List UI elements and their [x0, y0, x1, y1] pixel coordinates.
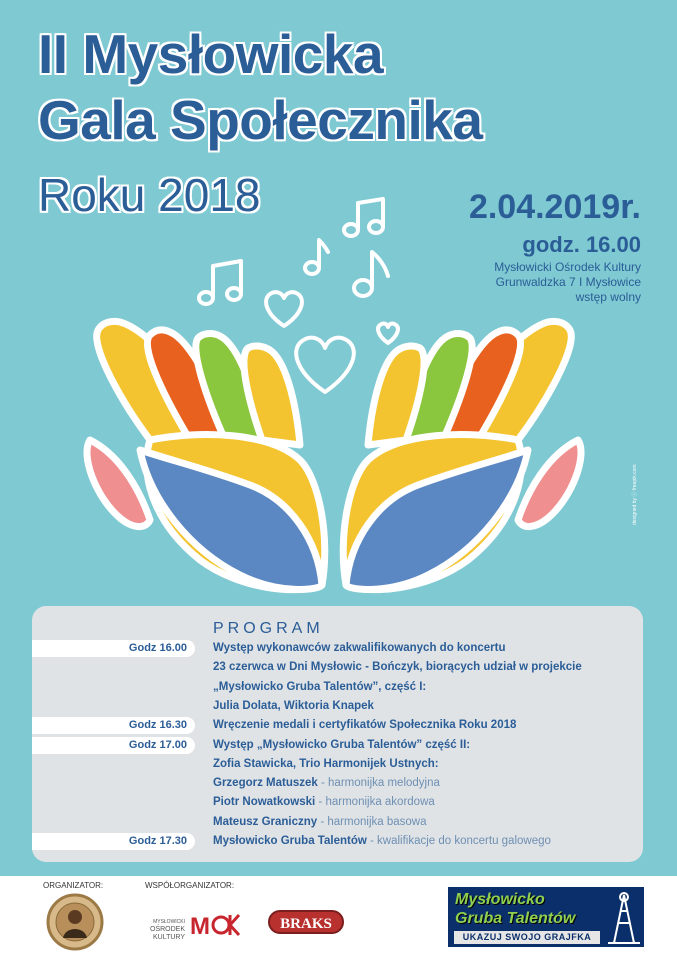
- organizer-label: ORGANIZATOR:: [43, 881, 104, 890]
- program-row: [32, 679, 643, 697]
- svg-text:M: M: [190, 913, 210, 938]
- program-item-detail: - kwalifikacje do koncertu galowego: [366, 835, 551, 847]
- time-label: Godz 17.30: [128, 835, 187, 847]
- program-row: [32, 833, 643, 851]
- program-item-main: Julia Dolata, Wiktoria Knapek: [213, 699, 374, 712]
- venue-line: Mysłowicki Ośrodek Kultury: [494, 260, 641, 274]
- mok-logo: [190, 912, 240, 938]
- organizer-logo: [45, 892, 105, 952]
- program-row: [32, 775, 643, 793]
- time-badge: [32, 833, 195, 850]
- program-item-text: [213, 796, 435, 808]
- program-item-detail: - harmonijka melodyjna: [317, 777, 440, 790]
- co-organizer-label: WSPÓŁORGANIZATOR:: [145, 881, 235, 890]
- program-item-main: Grzegorz Matuszek: [213, 777, 318, 790]
- heart-icon: [296, 338, 354, 392]
- title-line-3: Roku 2018: [38, 169, 261, 221]
- program-item-detail: - harmonijka basowa: [317, 815, 427, 828]
- braks-logo: BRAKS: [268, 910, 344, 934]
- mok-line: KULTURY: [152, 934, 186, 941]
- program-item-text: [213, 816, 426, 828]
- time-badge: [32, 737, 195, 754]
- program-row: [32, 717, 643, 735]
- program-row: [32, 794, 643, 812]
- time-badge: [32, 717, 195, 734]
- program-item-text: [213, 661, 582, 673]
- event-date: 2.04.2019r.: [468, 188, 641, 226]
- program-row: [32, 756, 643, 774]
- program-item-text: [213, 719, 516, 731]
- event-time: godz. 16.00: [522, 232, 641, 257]
- right-hand-icon: [343, 321, 581, 589]
- program-item-main: Występ wykonawców zakwalifikowanych do koncertu: [213, 642, 506, 654]
- talent-logo-slogan: UKAZUJ SWOJO GRAJFKA: [454, 931, 600, 944]
- program-item-detail: - harmonijka akordowa: [315, 796, 435, 809]
- music-note-icon: [354, 252, 388, 296]
- time-label: Godz 16.30: [128, 719, 187, 732]
- program-row: [32, 737, 643, 755]
- program-item-text: [213, 777, 440, 789]
- music-note-icon: [344, 199, 383, 236]
- venue-line: Grunwaldzka 7 I Mysłowice: [495, 275, 641, 289]
- music-note-icon: [199, 261, 241, 304]
- program-item-text: [213, 681, 426, 693]
- program-heading: PROGRAM: [213, 620, 324, 637]
- heart-icon: [378, 324, 398, 343]
- program-item-text: [213, 758, 439, 770]
- title-line-1: II Mysłowicka: [38, 23, 384, 85]
- program-item-text: [213, 700, 374, 712]
- program-item-main: Występ „Mysłowicko Gruba Talentów” część II:: [213, 738, 471, 751]
- program-item-main: Mateusz Graniczny: [213, 815, 318, 828]
- program-item-main: „Mysłowicko Gruba Talentów”, część I:: [213, 680, 427, 693]
- music-note-icon: [305, 240, 328, 274]
- program-item-text: [213, 835, 551, 847]
- designer-credit: designed by ⓒ freepik.com: [632, 464, 638, 525]
- left-hand-icon: [87, 321, 325, 589]
- talent-logo-line: Gruba Talentów: [455, 910, 576, 927]
- talent-logo-line: Mysłowicko: [455, 891, 545, 908]
- time-label: Godz 17.00: [128, 738, 187, 751]
- program-row: [32, 698, 643, 716]
- mok-logo-text: [150, 918, 185, 942]
- program-box: [32, 606, 643, 862]
- admission-note: wstęp wolny: [575, 290, 641, 304]
- program-row: [32, 814, 643, 832]
- program-item-main: Zofia Stawicka, Trio Harmonijek Ustnych:: [213, 757, 439, 770]
- title-line-2: Gala Społecznika: [38, 89, 483, 151]
- heart-icon: [266, 292, 302, 326]
- program-item-main: Wręczenie medali i certyfikatów Społecznika Roku 2018: [213, 719, 517, 732]
- mok-line: MYSŁOWICKI: [153, 919, 186, 925]
- program-row: [32, 640, 643, 658]
- program-item-main: 23 czerwca w Dni Mysłowic - Bończyk, biorących udział w projekcie: [213, 661, 582, 674]
- time-badge: [32, 640, 195, 657]
- mok-line: OŚRODEK: [150, 926, 186, 933]
- mine-tower-icon: [604, 889, 644, 945]
- program-row: [32, 659, 643, 677]
- program-item-text: [213, 642, 505, 654]
- program-item-main: Piotr Nowatkowski: [213, 796, 316, 809]
- program-item-text: [213, 739, 470, 751]
- time-label: Godz 16.00: [128, 642, 187, 654]
- talent-logo: [448, 887, 644, 947]
- program-item-main: Mysłowicko Gruba Talentów: [213, 835, 367, 847]
